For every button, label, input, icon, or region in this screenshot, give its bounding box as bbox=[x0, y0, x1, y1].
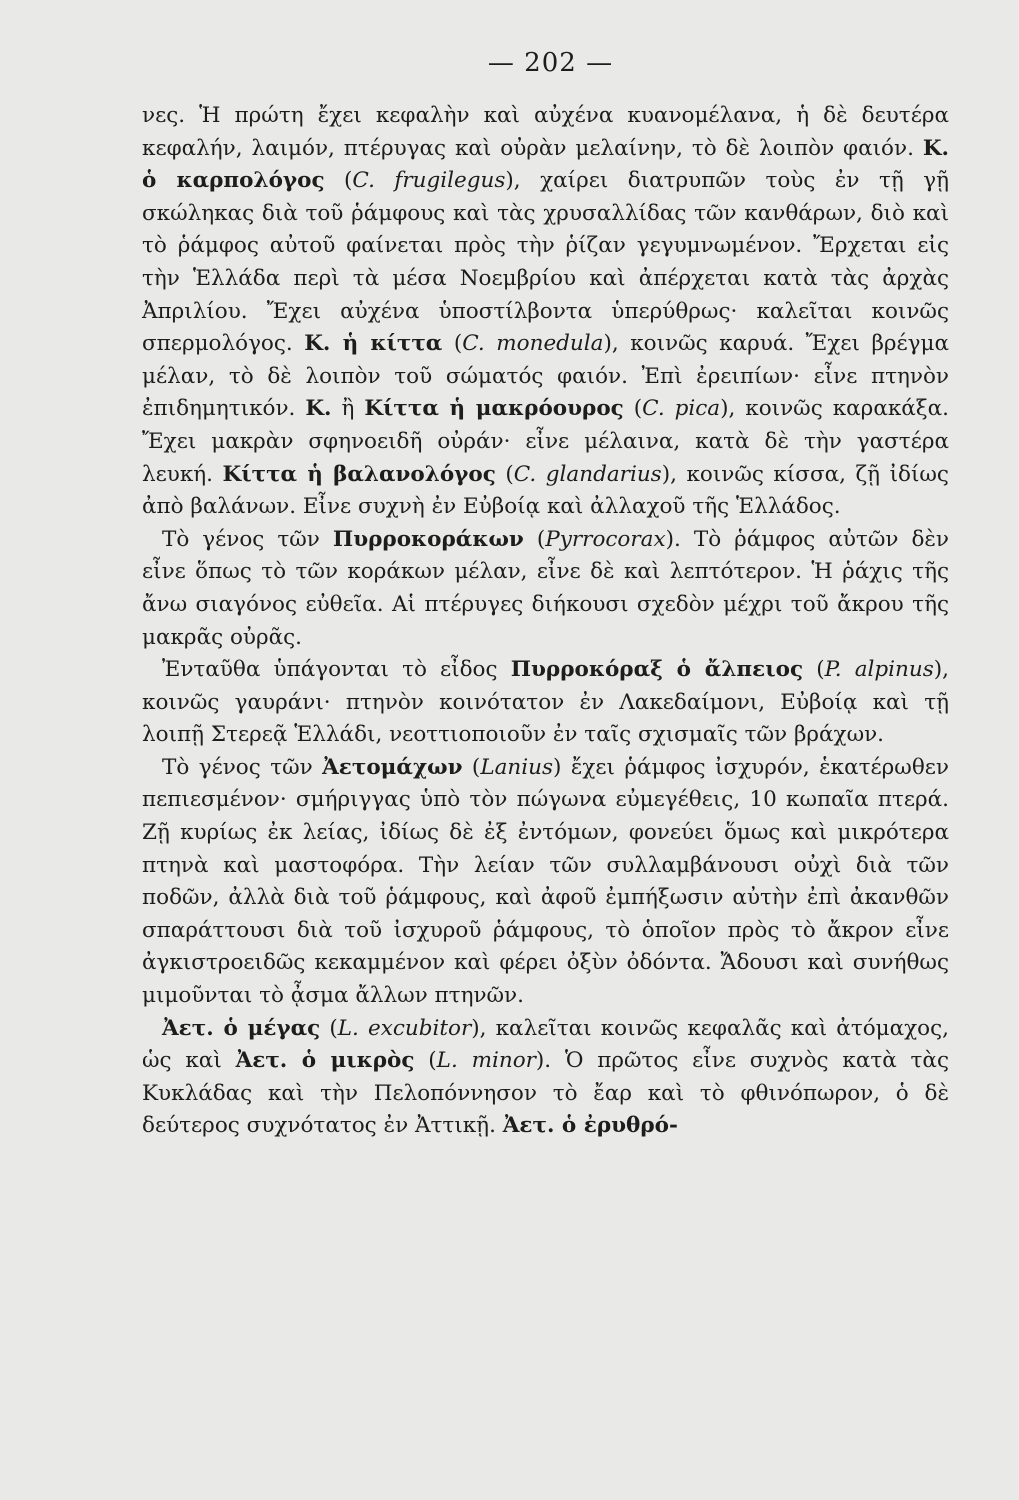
bold-term: Κ. ἡ κίττα bbox=[304, 331, 443, 357]
text-run: ( bbox=[320, 1015, 338, 1041]
bold-term: Ἀετομάχων bbox=[322, 754, 463, 780]
italic-scientific-name: C. monedula bbox=[462, 331, 604, 357]
bold-term: Πυρροκοράκων bbox=[332, 526, 524, 552]
bold-term: Ἀετ. ὁ μέγας bbox=[162, 1015, 321, 1041]
text-run: ), καλεῖται κοινῶς κεφαλᾶς καὶ ἀτόμαχος, ὡς καὶ bbox=[142, 1015, 950, 1074]
text-run: ), κοινῶς καρακάξα. Ἔχει μακρὰν σφηνοειδῆ οὐράν· εἶνε μέλαινα, κατὰ δὲ τὴν γαστέρα λευκή. bbox=[142, 396, 949, 487]
italic-scientific-name: P. alpinus bbox=[824, 657, 934, 683]
bold-term: Κ. bbox=[305, 396, 332, 422]
bold-term: Κίττα ἡ βαλανολόγος bbox=[222, 461, 496, 487]
bold-term: Κ. ὁ καρπολόγος bbox=[142, 135, 949, 194]
text-run: ), χαίρει διατρυπῶν τοὺς ἐν τῇ γῇ σκώληκας διὰ τοῦ ῥάμφους καὶ τὰς χρυσαλλίδας τῶν κανθάρων, διὸ καὶ τὸ ῥάμφος αὐτοῦ φαίνεται πρὸς τὴν ῥίζαν γεγυμνωμένον. Ἔρχεται εἰς τὴν Ἑλλάδα περὶ τὰ μέσα Νοεμβρίου καὶ ἀπέρχεται κατὰ τὰς ἀρχὰς Ἀπριλίου. Ἔχει αὐχένα ὑποστίλβοντα ὑπερύθρως· καλεῖται κοινῶς σπερμολόγος. bbox=[142, 168, 949, 357]
text-run: ) ἔχει ῥάμφος ἰσχυρόν, ἑκατέρωθεν πεπιεσμένον· σμήριγγας ὑπὸ τὸν πώγωνα εὐμεγέθεις, 10 κωπαῖα πτερά. Ζῇ κυρίως ἐκ λείας, ἰδίως δὲ ἐξ ἐντόμων, φονεύει ὅμως καὶ μικρότερα πτηνὰ καὶ μαστοφόρα. Τὴν λείαν τῶν συλλαμβάνουσι οὐχὶ διὰ τῶν ποδῶν, ἀλλὰ διὰ τοῦ ῥάμφους, καὶ ἀφοῦ ἐμπήξωσιν αὐτὴν ἐπὶ ἀκανθῶν σπαράττουσι διὰ τοῦ ἰσχυροῦ ῥάμφους, τὸ ὁποῖον πρὸς τὸ ἄκρον εἶνε ἀγκιστροειδῶς κεκαμμένον καὶ φέρει ὀξὺν ὀδόντα. Ἄδουσι καὶ συνήθως μιμοῦνται τὸ ᾆσμα ἄλλων πτηνῶν. bbox=[142, 754, 949, 1009]
text-run: ( bbox=[462, 754, 481, 780]
text-run: ( bbox=[523, 526, 546, 552]
text-run: ). Ὁ πρῶτος εἶνε συχνὸς κατὰ τὰς Κυκλάδας καὶ τὴν Πελοπόννησον τὸ ἔαρ καὶ τὸ φθινόπωρον, ὁ δὲ δεύτερος συχνότατος ἐν Ἀττικῇ. bbox=[142, 1048, 949, 1139]
text-run: Τὸ γένος τῶν bbox=[162, 754, 323, 780]
text-run: Ἐνταῦθα ὑπάγονται τὸ εἶδος bbox=[162, 657, 511, 683]
text-run: ( bbox=[803, 657, 825, 683]
text-run: Τὸ γένος τῶν bbox=[162, 526, 333, 552]
text-run: ), κοινῶς καρυά. Ἔχει βρέγμα μέλαν, τὸ δὲ λοιπὸν τοῦ σώματός φαιόν. Ἐπὶ ἐρειπίων· εἶνε πτηνὸν ἐπιδημητικόν. bbox=[142, 331, 950, 422]
paragraph-pyrrhocorax-genus bbox=[142, 524, 949, 654]
text-run: ἢ bbox=[331, 396, 365, 422]
italic-scientific-name: C. frugilegus bbox=[352, 168, 506, 194]
text-run: ), κοινῶς γαυράνι· πτηνὸν κοινότατον ἐν Λακεδαίμονι, Εὐβοίᾳ καὶ τῇ λοιπῇ Στερεᾷ Ἑλλάδι, νεοττιοποιοῦν ἐν ταῖς σχισμαῖς τῶν βράχων. bbox=[142, 657, 949, 748]
text-run: ( bbox=[623, 396, 643, 422]
paragraph-pyrrhocorax-alpinus bbox=[142, 654, 949, 752]
italic-scientific-name: Lanius bbox=[480, 754, 554, 780]
paragraph-lanius-genus bbox=[142, 752, 949, 1013]
text-run: ). Τὸ ῥάμφος αὐτῶν δὲν εἶνε ὅπως τὸ τῶν κοράκων μέλαν, εἶνε δὲ καὶ λεπτότερον. Ἡ ῥάχις τῆς ἄνω σιαγόνος εὐθεῖα. Αἱ πτέρυγες διήκουσι σχεδὸν μέχρι τοῦ ἄκρου τῆς μακρᾶς οὐρᾶς. bbox=[142, 526, 950, 650]
italic-scientific-name: L. excubitor bbox=[337, 1015, 472, 1041]
paragraph-lanius-species bbox=[142, 1013, 949, 1143]
paragraph-corvus-species bbox=[142, 100, 949, 524]
body-text bbox=[142, 100, 949, 1143]
text-run: ( bbox=[414, 1048, 437, 1074]
page-number-header: — 202 — bbox=[487, 48, 614, 78]
text-run: νες. Ἡ πρώτη ἔχει κεφαλὴν καὶ αὐχένα κυανομέλανα, ἡ δὲ δευτέρα κεφαλήν, λαιμόν, πτέρυγας καὶ οὐρὰν μελαίνην, τὸ δὲ λοιπὸν φαιόν. bbox=[142, 103, 949, 161]
bold-term: Κίττα ἡ μακρόουρος bbox=[364, 396, 624, 422]
text-run: ( bbox=[442, 331, 463, 357]
italic-scientific-name: Pyrrocorax bbox=[545, 526, 666, 552]
italic-scientific-name: C. pica bbox=[642, 396, 721, 422]
italic-scientific-name: C. glandarius bbox=[513, 461, 662, 487]
text-run: ), κοινῶς κίσσα, ζῇ ἰδίως ἀπὸ βαλάνων. Εἶνε συχνὴ ἐν Εὐβοίᾳ καὶ ἀλλαχοῦ τῆς Ἑλλάδος. bbox=[142, 461, 949, 520]
bold-term: Ἀετ. ὁ μικρὸς bbox=[235, 1048, 415, 1074]
text-run: ( bbox=[495, 461, 514, 487]
italic-scientific-name: L. minor bbox=[436, 1048, 536, 1074]
bold-term: Πυρροκόραξ ὁ ἄλπειος bbox=[510, 657, 804, 683]
bold-term: Ἀετ. ὁ ἐρυθρό- bbox=[502, 1113, 678, 1139]
text-run: ( bbox=[324, 168, 353, 194]
